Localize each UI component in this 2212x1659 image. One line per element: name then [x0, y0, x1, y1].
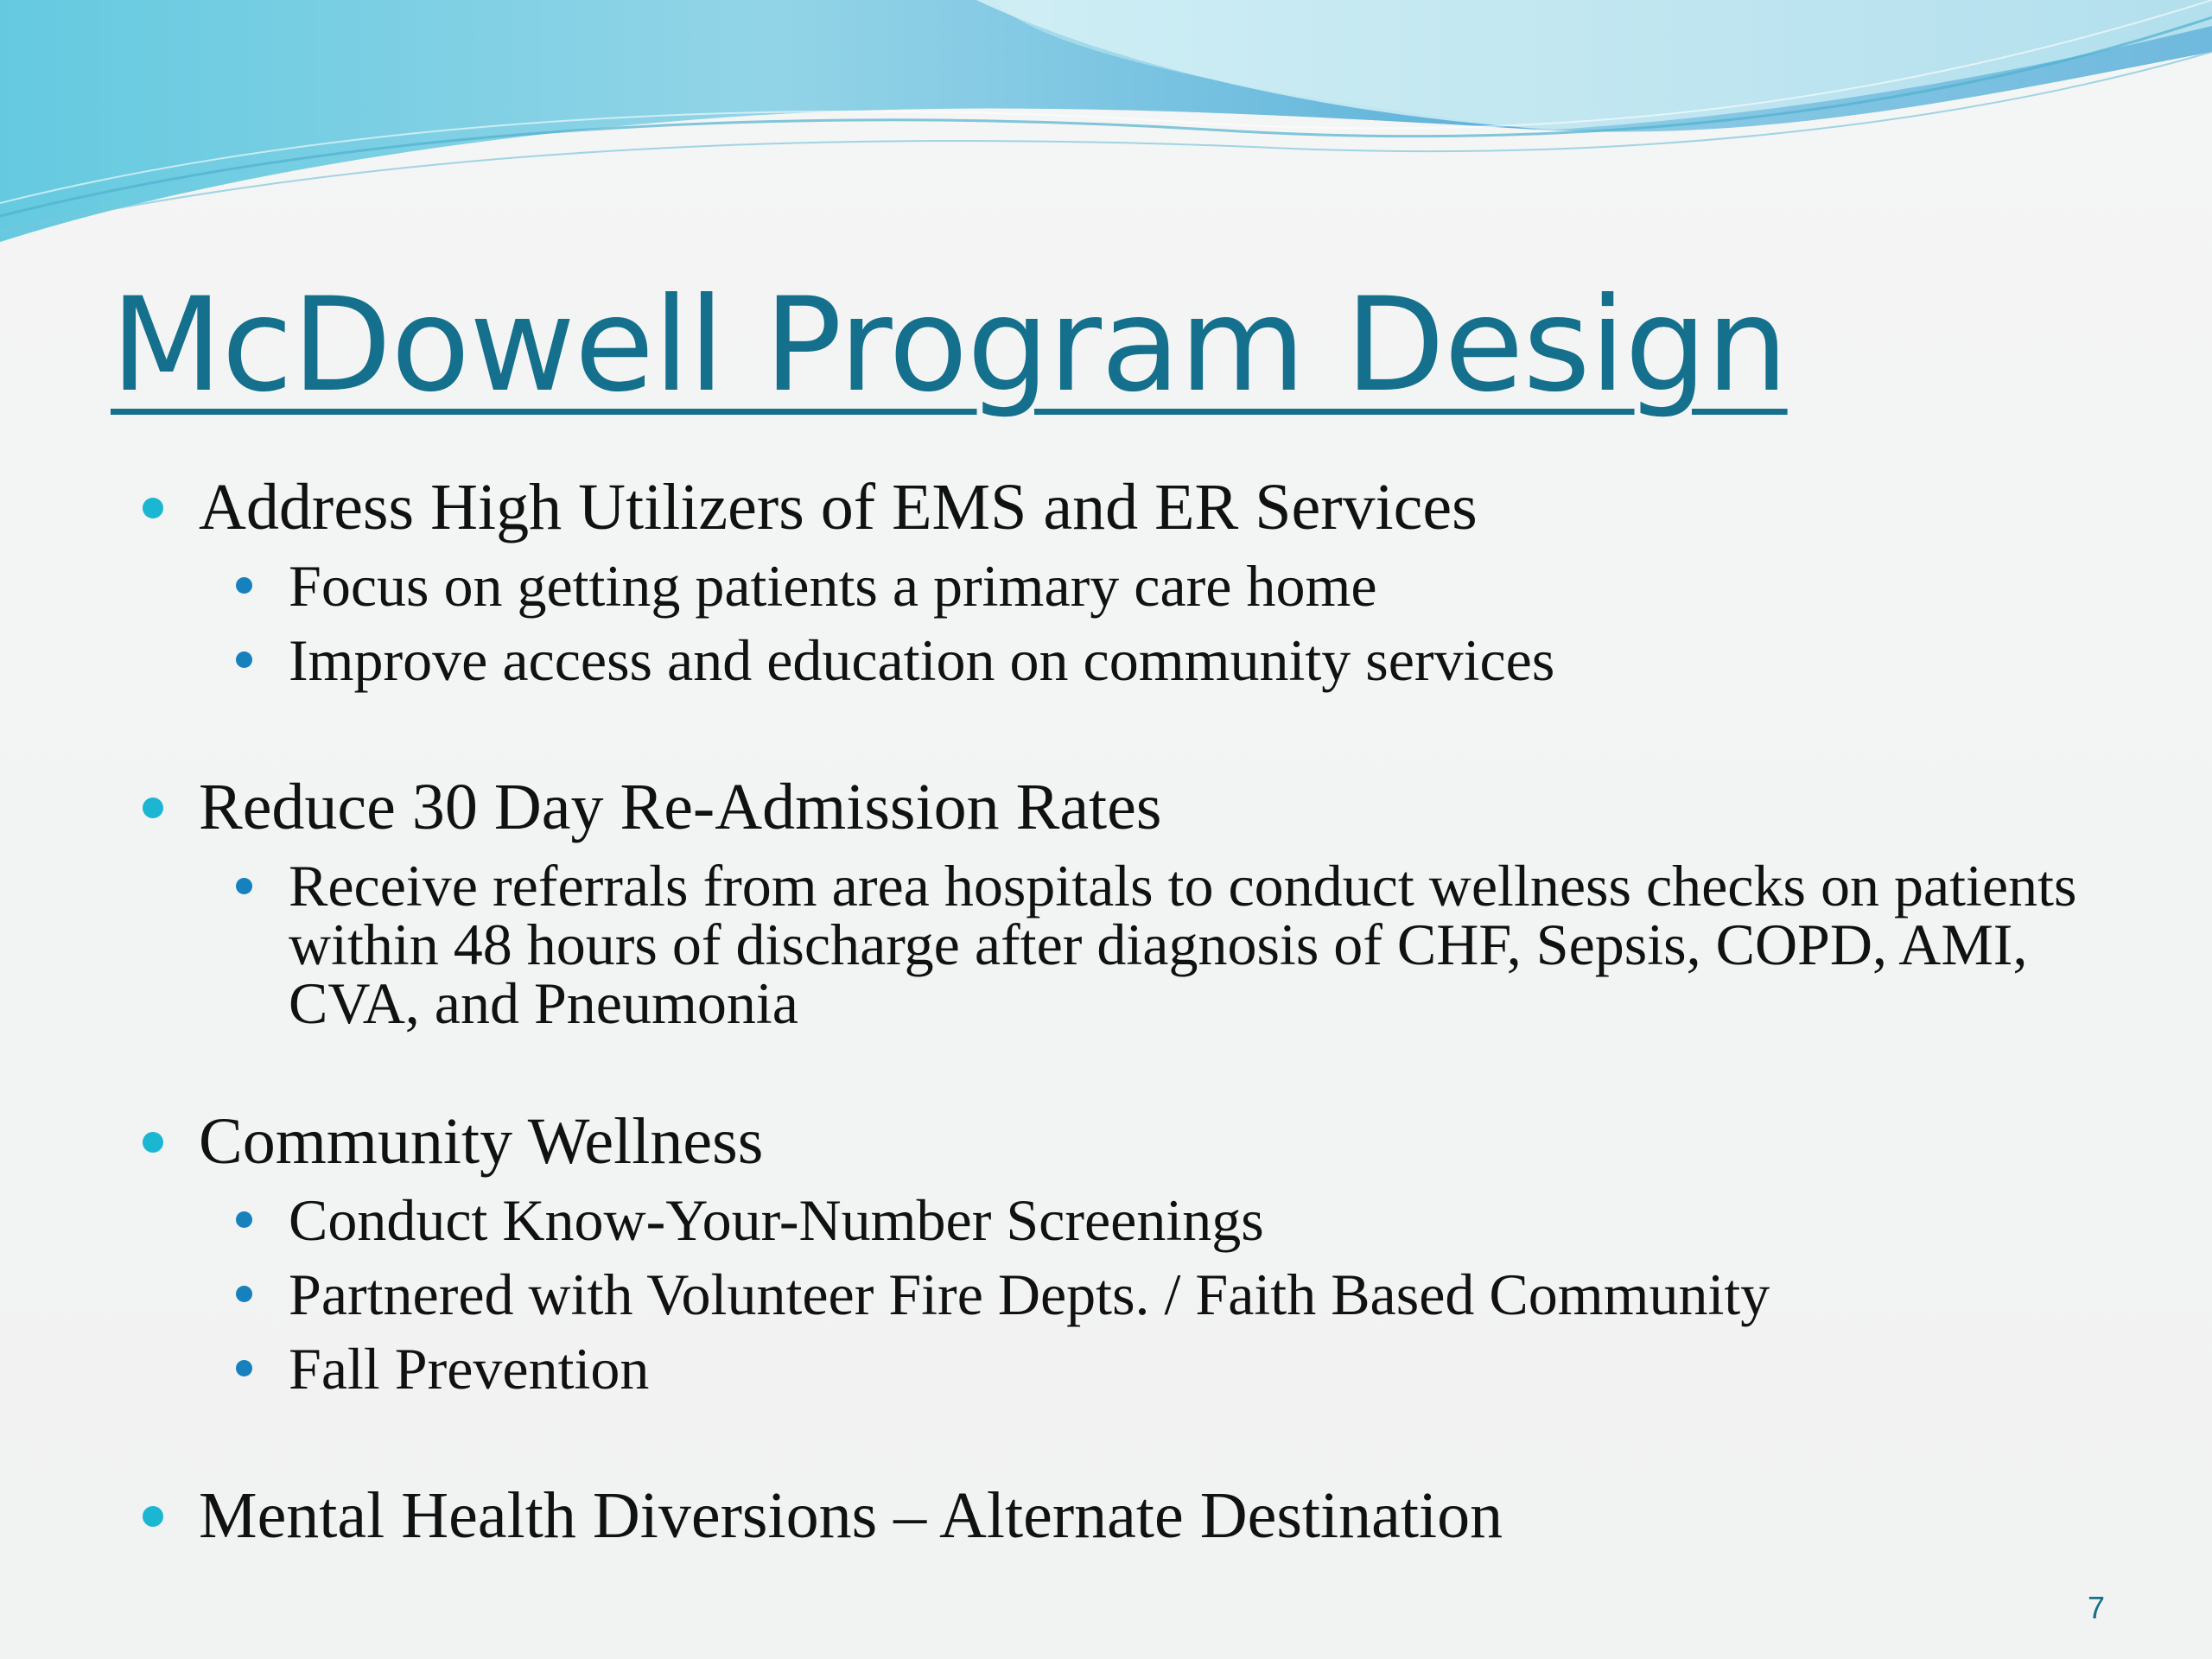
bullet-dot-icon — [236, 878, 252, 894]
bullet-dot-icon — [143, 1506, 163, 1527]
slide-title: McDowell Program Design — [111, 270, 1788, 421]
bullet-item-level1 — [138, 1475, 2108, 1557]
bullet-text: Community Wellness — [199, 1105, 764, 1178]
spacer — [138, 697, 2108, 766]
bullet-item-level2 — [138, 849, 2108, 1040]
bullet-dot-icon — [236, 1286, 252, 1302]
bullet-item-level1 — [138, 1101, 2108, 1183]
bullet-dot-icon — [143, 498, 163, 518]
bullet-item-level2 — [138, 1332, 2108, 1406]
bullet-item-level1 — [138, 467, 2108, 549]
bullet-item-level2 — [138, 623, 2108, 697]
bullet-item-level2 — [138, 549, 2108, 623]
spacer — [138, 1040, 2108, 1101]
bullet-text: Conduct Know-Your-Number Screenings — [289, 1187, 1264, 1253]
bullet-text: Mental Health Diversions – Alternate Destination — [199, 1479, 1503, 1552]
bullet-text: Reduce 30 Day Re-Admission Rates — [199, 771, 1162, 843]
bullet-text: Partnered with Volunteer Fire Depts. / Faith Based Community — [289, 1262, 1770, 1327]
bullet-dot-icon — [143, 798, 163, 818]
header-wave-decoration — [0, 0, 2212, 259]
bullet-item-level1 — [138, 766, 2108, 849]
bullet-item-level2 — [138, 1257, 2108, 1332]
bullet-dot-icon — [236, 1360, 252, 1376]
bullet-text: Fall Prevention — [289, 1336, 650, 1402]
bullet-dot-icon — [236, 577, 252, 594]
bullet-text: Focus on getting patients a primary care home — [289, 553, 1377, 619]
bullet-text: Receive referrals from area hospitals to conduct wellness checks on patients within 48 hours of discharge after diagnosis of CHF, Sepsis, COPD, AMI, CVA, and Pneumonia — [289, 853, 2077, 1036]
bullet-list — [138, 467, 2108, 1557]
bullet-dot-icon — [143, 1132, 163, 1153]
bullet-dot-icon — [236, 652, 252, 668]
spacer — [138, 1406, 2108, 1475]
bullet-item-level2 — [138, 1183, 2108, 1257]
bullet-dot-icon — [236, 1211, 252, 1228]
bullet-text: Improve access and education on community services — [289, 627, 1555, 693]
bullet-text: Address High Utilizers of EMS and ER Services — [199, 471, 1478, 543]
page-number: 7 — [2087, 1590, 2105, 1625]
